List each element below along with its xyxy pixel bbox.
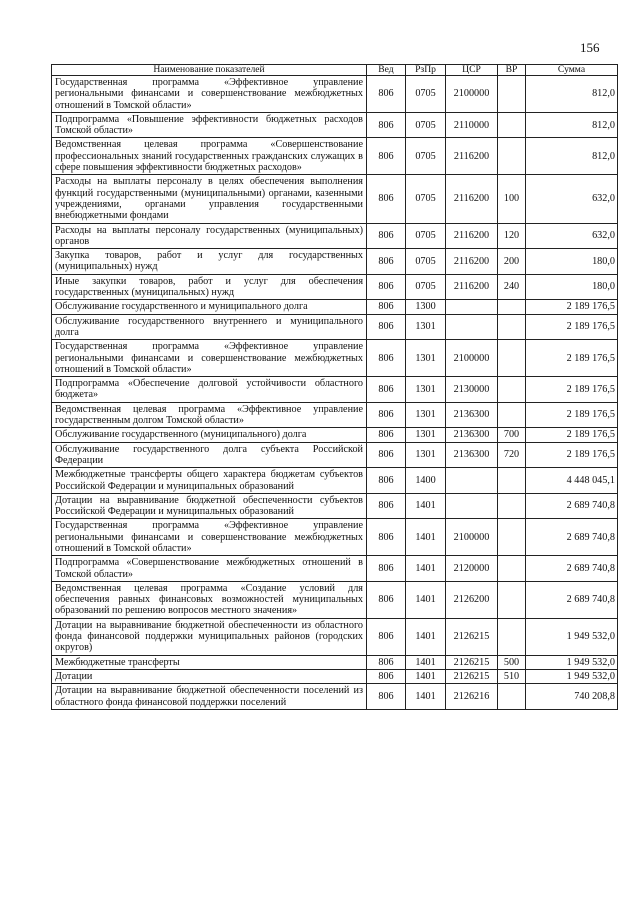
table-body xyxy=(52,76,618,710)
cell-ved: 806 xyxy=(367,669,406,683)
cell-vr xyxy=(498,519,526,556)
cell-ved: 806 xyxy=(367,112,406,138)
cell-vr xyxy=(498,684,526,710)
cell-sum: 2 689 740,8 xyxy=(526,519,618,556)
cell-ved: 806 xyxy=(367,274,406,300)
cell-vr: 120 xyxy=(498,223,526,249)
cell-sum: 2 189 176,5 xyxy=(526,300,618,314)
cell-name: Подпрограмма «Повышение эффективности бюджетных расходов Томской области» xyxy=(52,112,367,138)
cell-csr: 2126200 xyxy=(446,581,498,618)
cell-csr: 2126215 xyxy=(446,669,498,683)
cell-rzpr: 0705 xyxy=(406,223,446,249)
cell-rzpr: 0705 xyxy=(406,138,446,175)
cell-ved: 806 xyxy=(367,442,406,468)
cell-csr xyxy=(446,493,498,519)
cell-vr xyxy=(498,581,526,618)
cell-sum: 812,0 xyxy=(526,138,618,175)
cell-name: Подпрограмма «Совершенствование межбюджетных отношений в Томской области» xyxy=(52,556,367,582)
cell-name: Закупка товаров, работ и услуг для государственных (муниципальных) нужд xyxy=(52,249,367,275)
cell-csr: 2116200 xyxy=(446,223,498,249)
cell-sum: 180,0 xyxy=(526,274,618,300)
table-row xyxy=(52,300,618,314)
cell-sum: 2 189 176,5 xyxy=(526,402,618,428)
cell-csr: 2116200 xyxy=(446,249,498,275)
cell-name: Обслуживание государственного долга субъекта Российской Федерации xyxy=(52,442,367,468)
cell-vr: 100 xyxy=(498,175,526,223)
cell-ved: 806 xyxy=(367,314,406,340)
cell-csr: 2130000 xyxy=(446,377,498,403)
cell-rzpr: 0705 xyxy=(406,175,446,223)
header-name: Наименование показателей xyxy=(52,65,367,76)
table-row xyxy=(52,138,618,175)
table-row xyxy=(52,175,618,223)
cell-csr: 2136300 xyxy=(446,402,498,428)
cell-sum: 180,0 xyxy=(526,249,618,275)
cell-rzpr: 1301 xyxy=(406,402,446,428)
cell-vr xyxy=(498,493,526,519)
budget-table xyxy=(51,64,618,710)
cell-ved: 806 xyxy=(367,402,406,428)
cell-vr xyxy=(498,556,526,582)
cell-rzpr: 0705 xyxy=(406,112,446,138)
table-row xyxy=(52,274,618,300)
header-vr: ВР xyxy=(498,65,526,76)
cell-ved: 806 xyxy=(367,377,406,403)
cell-name: Обслуживание государственного (муниципального) долга xyxy=(52,428,367,442)
cell-sum: 632,0 xyxy=(526,175,618,223)
cell-name: Государственная программа «Эффективное управление региональными финансами и совершенствование межбюджетных отношений в Томской области» xyxy=(52,519,367,556)
cell-ved: 806 xyxy=(367,655,406,669)
table-row xyxy=(52,493,618,519)
cell-name: Подпрограмма «Обеспечение долговой устойчивости областного бюджета» xyxy=(52,377,367,403)
cell-csr xyxy=(446,468,498,494)
cell-sum: 1 949 532,0 xyxy=(526,655,618,669)
cell-vr: 510 xyxy=(498,669,526,683)
cell-rzpr: 1301 xyxy=(406,442,446,468)
cell-rzpr: 1400 xyxy=(406,468,446,494)
cell-vr xyxy=(498,468,526,494)
cell-csr: 2120000 xyxy=(446,556,498,582)
header-rzpr: РзПр xyxy=(406,65,446,76)
cell-ved: 806 xyxy=(367,493,406,519)
table-row xyxy=(52,314,618,340)
cell-rzpr: 1401 xyxy=(406,493,446,519)
cell-rzpr: 1401 xyxy=(406,581,446,618)
cell-vr xyxy=(498,377,526,403)
cell-rzpr: 1401 xyxy=(406,684,446,710)
table-row xyxy=(52,684,618,710)
table-row xyxy=(52,655,618,669)
cell-name: Дотации на выравнивание бюджетной обеспеченности субъектов Российской Федерации и муниципальных образований xyxy=(52,493,367,519)
cell-vr: 720 xyxy=(498,442,526,468)
cell-vr xyxy=(498,314,526,340)
cell-ved: 806 xyxy=(367,340,406,377)
cell-vr xyxy=(498,300,526,314)
table-row xyxy=(52,581,618,618)
cell-ved: 806 xyxy=(367,581,406,618)
cell-sum: 632,0 xyxy=(526,223,618,249)
table-header-row xyxy=(52,65,618,76)
cell-sum: 740 208,8 xyxy=(526,684,618,710)
cell-rzpr: 1401 xyxy=(406,519,446,556)
cell-csr: 2100000 xyxy=(446,340,498,377)
cell-ved: 806 xyxy=(367,249,406,275)
cell-vr xyxy=(498,618,526,655)
cell-sum: 1 949 532,0 xyxy=(526,618,618,655)
cell-sum: 812,0 xyxy=(526,76,618,113)
cell-vr: 500 xyxy=(498,655,526,669)
cell-ved: 806 xyxy=(367,428,406,442)
cell-csr: 2116200 xyxy=(446,175,498,223)
cell-name: Ведомственная целевая программа «Совершенствование профессиональных знаний государственных гражданских служащих в сфере повышения эффективности бюджетных расходов» xyxy=(52,138,367,175)
cell-ved: 806 xyxy=(367,468,406,494)
cell-sum: 2 689 740,8 xyxy=(526,556,618,582)
header-ved: Вед xyxy=(367,65,406,76)
cell-rzpr: 0705 xyxy=(406,249,446,275)
cell-sum: 812,0 xyxy=(526,112,618,138)
cell-csr xyxy=(446,300,498,314)
cell-name: Ведомственная целевая программа «Создание условий для обеспечения равных финансовых возможностей муниципальных образований по решению вопросов местного значения» xyxy=(52,581,367,618)
cell-rzpr: 1401 xyxy=(406,655,446,669)
cell-ved: 806 xyxy=(367,300,406,314)
cell-vr: 200 xyxy=(498,249,526,275)
table-row xyxy=(52,223,618,249)
cell-vr xyxy=(498,112,526,138)
cell-ved: 806 xyxy=(367,175,406,223)
cell-sum: 2 189 176,5 xyxy=(526,428,618,442)
cell-sum: 2 189 176,5 xyxy=(526,314,618,340)
cell-rzpr: 1300 xyxy=(406,300,446,314)
cell-name: Иные закупки товаров, работ и услуг для обеспечения государственных (муниципальных) нужд xyxy=(52,274,367,300)
cell-name: Государственная программа «Эффективное управление региональными финансами и совершенствование межбюджетных отношений в Томской области» xyxy=(52,76,367,113)
cell-name: Обслуживание государственного и муниципального долга xyxy=(52,300,367,314)
cell-csr: 2116200 xyxy=(446,274,498,300)
cell-rzpr: 1401 xyxy=(406,556,446,582)
cell-ved: 806 xyxy=(367,556,406,582)
table-row xyxy=(52,76,618,113)
cell-rzpr: 1301 xyxy=(406,377,446,403)
cell-rzpr: 1401 xyxy=(406,669,446,683)
cell-ved: 806 xyxy=(367,684,406,710)
cell-name: Обслуживание государственного внутреннего и муниципального долга xyxy=(52,314,367,340)
cell-vr xyxy=(498,76,526,113)
cell-csr: 2110000 xyxy=(446,112,498,138)
cell-name: Дотации xyxy=(52,669,367,683)
table-row xyxy=(52,112,618,138)
cell-rzpr: 0705 xyxy=(406,76,446,113)
page-number: 156 xyxy=(580,40,600,55)
cell-rzpr: 1401 xyxy=(406,618,446,655)
cell-name: Расходы на выплаты персоналу в целях обеспечения выполнения функций государственными (муниципальными) органами, казенными учреждениями, органами управления государственными внебюджетными фондами xyxy=(52,175,367,223)
cell-ved: 806 xyxy=(367,223,406,249)
header-sum: Сумма xyxy=(526,65,618,76)
cell-rzpr: 1301 xyxy=(406,428,446,442)
cell-name: Дотации на выравнивание бюджетной обеспеченности из областного фонда финансовой поддержки муниципальных районов (городских округов) xyxy=(52,618,367,655)
cell-vr: 240 xyxy=(498,274,526,300)
table-row xyxy=(52,669,618,683)
cell-sum: 4 448 045,1 xyxy=(526,468,618,494)
table-row xyxy=(52,442,618,468)
cell-vr xyxy=(498,402,526,428)
cell-ved: 806 xyxy=(367,76,406,113)
cell-csr: 2126216 xyxy=(446,684,498,710)
cell-name: Расходы на выплаты персоналу государственных (муниципальных) органов xyxy=(52,223,367,249)
cell-ved: 806 xyxy=(367,138,406,175)
table-row xyxy=(52,468,618,494)
cell-ved: 806 xyxy=(367,519,406,556)
cell-rzpr: 1301 xyxy=(406,314,446,340)
cell-sum: 2 189 176,5 xyxy=(526,377,618,403)
cell-sum: 2 189 176,5 xyxy=(526,442,618,468)
cell-rzpr: 0705 xyxy=(406,274,446,300)
table-row xyxy=(52,402,618,428)
cell-name: Межбюджетные трансферты xyxy=(52,655,367,669)
table-row xyxy=(52,556,618,582)
cell-csr xyxy=(446,314,498,340)
cell-name: Дотации на выравнивание бюджетной обеспеченности поселений из областного фонда финансовой поддержки поселений xyxy=(52,684,367,710)
cell-csr: 2126215 xyxy=(446,655,498,669)
cell-vr: 700 xyxy=(498,428,526,442)
cell-ved: 806 xyxy=(367,618,406,655)
cell-sum: 2 689 740,8 xyxy=(526,581,618,618)
cell-rzpr: 1301 xyxy=(406,340,446,377)
table-row xyxy=(52,519,618,556)
cell-csr: 2100000 xyxy=(446,519,498,556)
cell-name: Ведомственная целевая программа «Эффективное управление государственным долгом Томской области» xyxy=(52,402,367,428)
cell-csr: 2136300 xyxy=(446,428,498,442)
cell-name: Государственная программа «Эффективное управление региональными финансами и совершенствование межбюджетных отношений в Томской области» xyxy=(52,340,367,377)
cell-csr: 2126215 xyxy=(446,618,498,655)
cell-vr xyxy=(498,138,526,175)
cell-sum: 2 189 176,5 xyxy=(526,340,618,377)
cell-csr: 2116200 xyxy=(446,138,498,175)
table-row xyxy=(52,340,618,377)
cell-sum: 1 949 532,0 xyxy=(526,669,618,683)
table-row xyxy=(52,377,618,403)
cell-name: Межбюджетные трансферты общего характера бюджетам субъектов Российской Федерации и муниципальных образований xyxy=(52,468,367,494)
table-row xyxy=(52,249,618,275)
header-csr: ЦСР xyxy=(446,65,498,76)
table-row xyxy=(52,618,618,655)
cell-csr: 2100000 xyxy=(446,76,498,113)
cell-sum: 2 689 740,8 xyxy=(526,493,618,519)
cell-vr xyxy=(498,340,526,377)
table-row xyxy=(52,428,618,442)
cell-csr: 2136300 xyxy=(446,442,498,468)
